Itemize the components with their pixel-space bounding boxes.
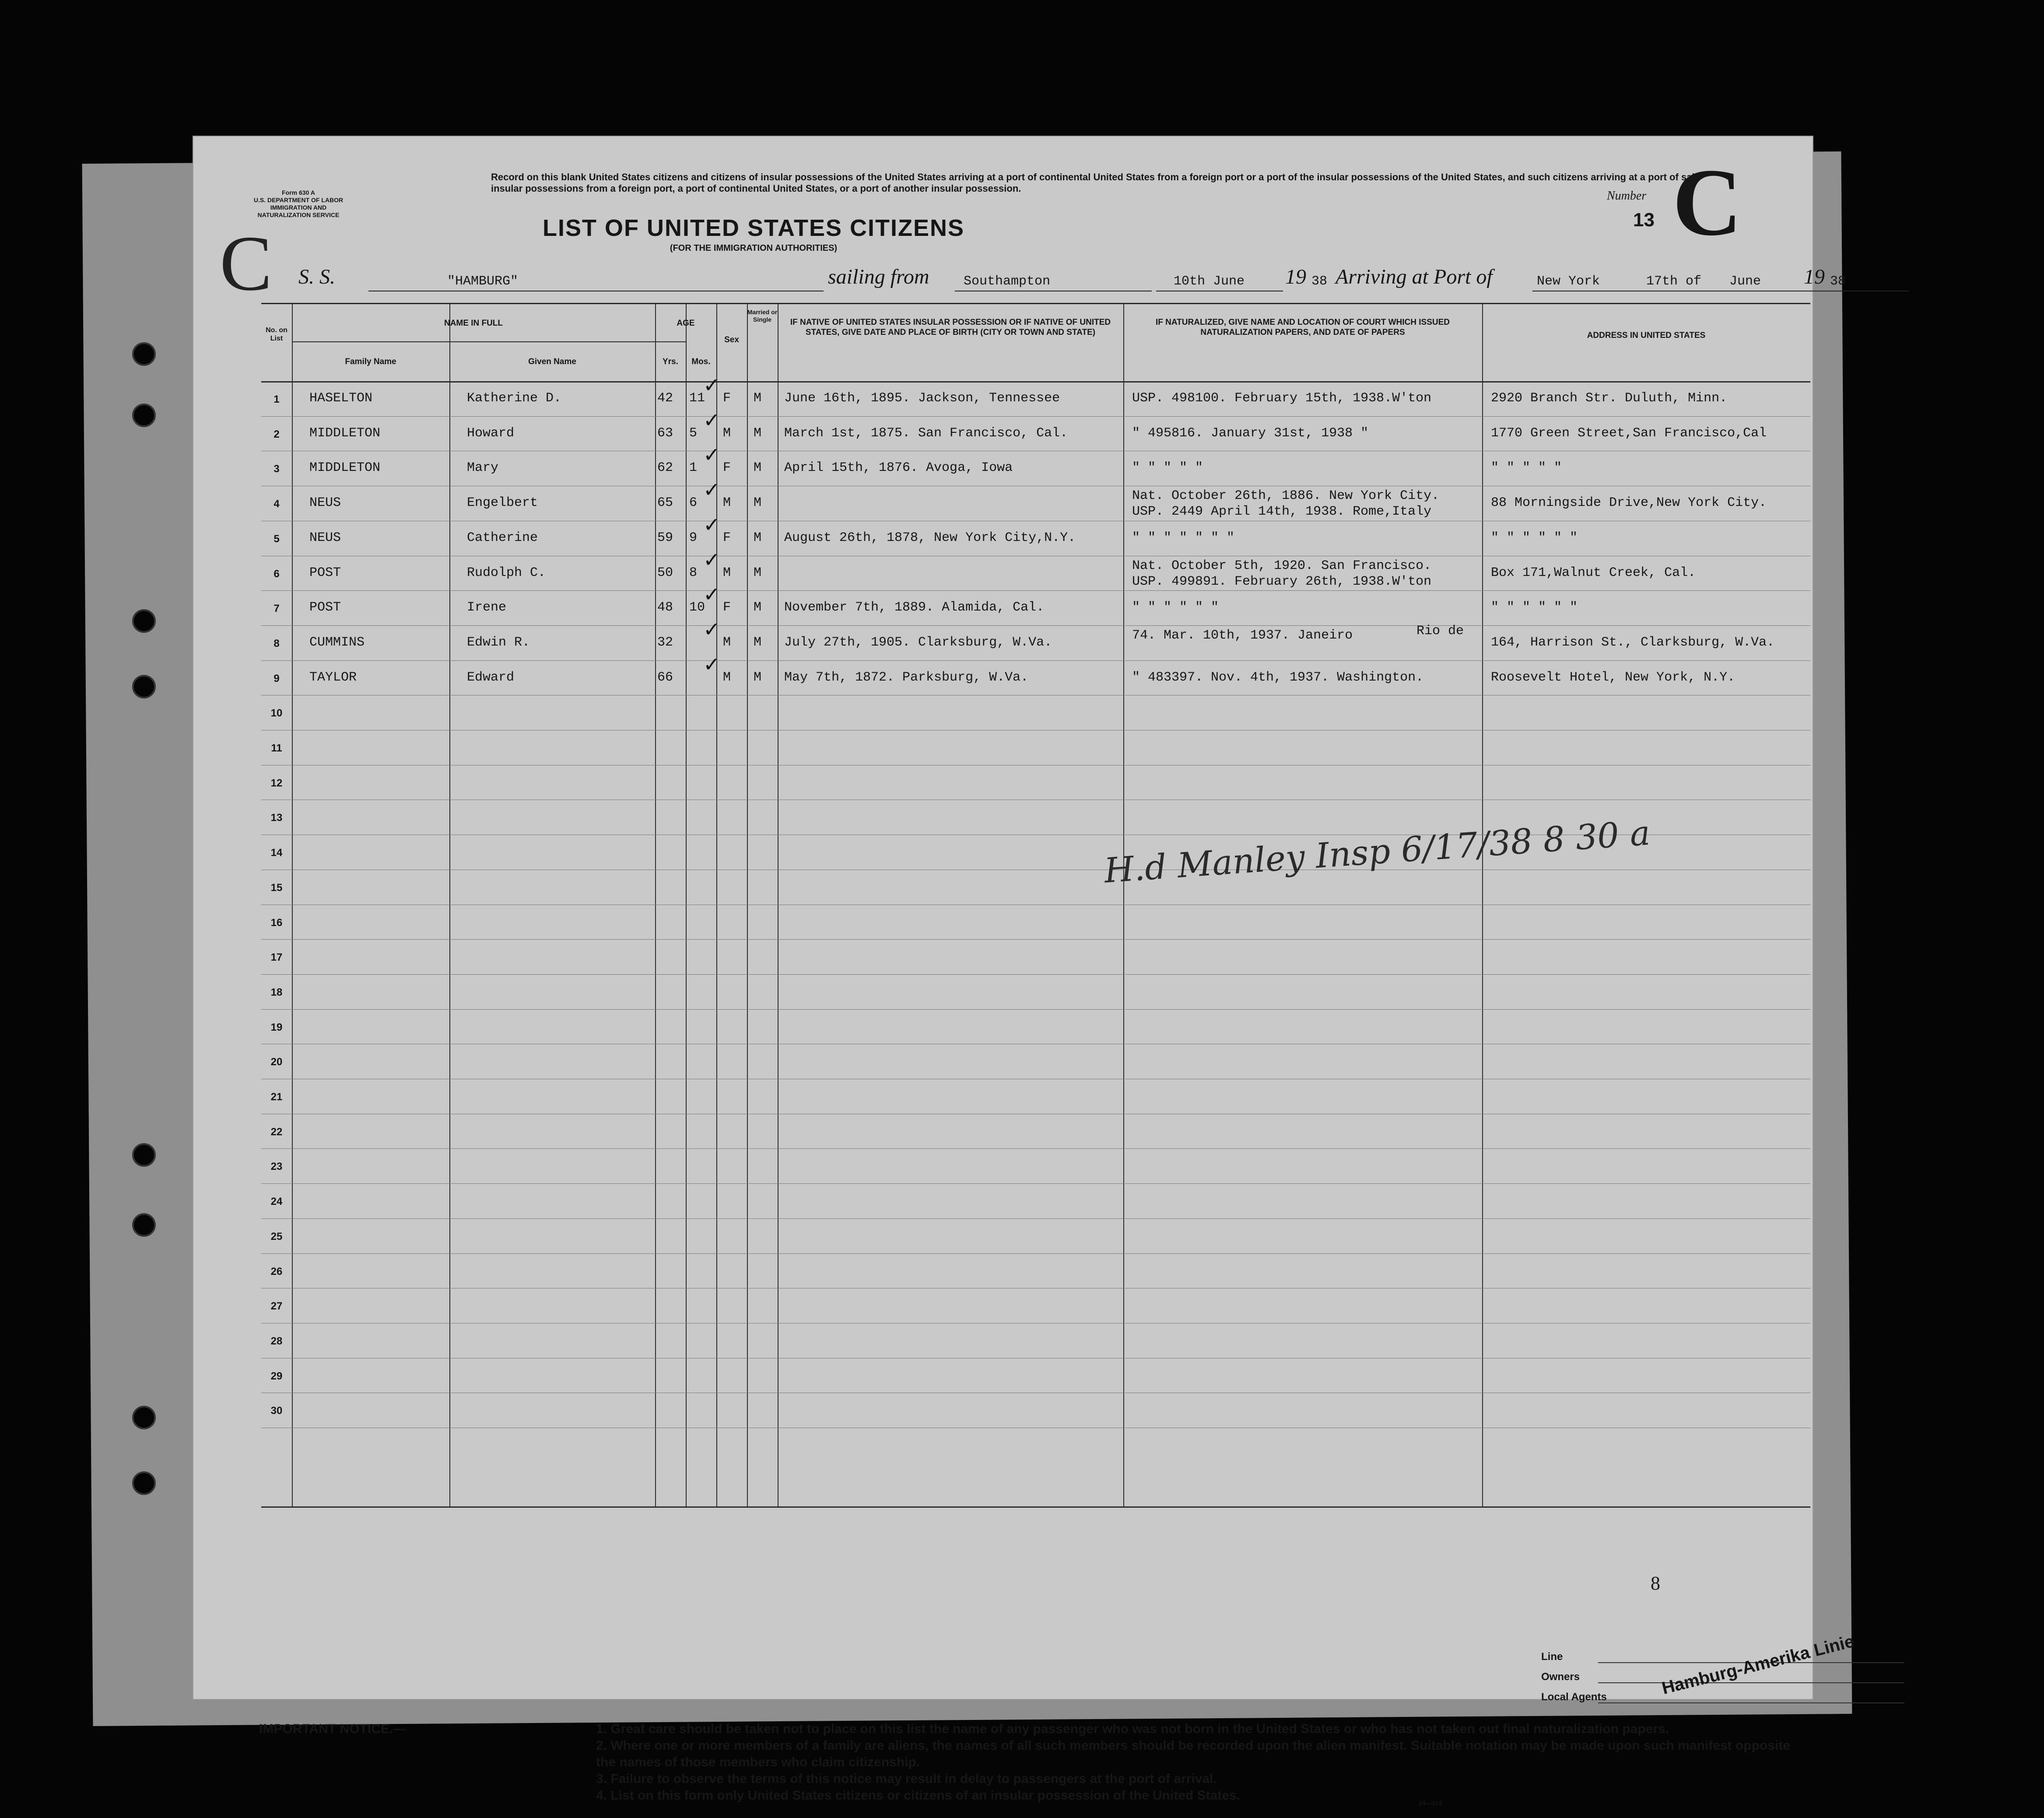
punch-hole	[132, 609, 156, 633]
department: U.S. DEPARTMENT OF LABOR	[253, 197, 344, 204]
married-status: M	[754, 495, 762, 511]
birth-info: July 27th, 1905. Clarksburg, W.Va.	[784, 635, 1052, 650]
address: " " " " " "	[1491, 530, 1578, 545]
row-number: 8	[273, 637, 280, 649]
age-months: 8	[689, 565, 698, 580]
notice-item: 3. Failure to observe the terms of this notice may result in delay to passengers at the port of arrival.	[596, 1772, 1217, 1786]
row-number: 5	[273, 533, 280, 545]
married-status: M	[754, 391, 762, 406]
year-prefix-2: 19	[1804, 265, 1825, 288]
naturalization-info: Nat. October 26th, 1886. New York City.	[1132, 488, 1440, 504]
row-number: 15	[270, 881, 283, 894]
row-rule	[261, 939, 1810, 940]
address: 164, Harrison St., Clarksburg, W.Va.	[1491, 635, 1775, 650]
naturalization-info-line-2: Rio de	[1416, 623, 1464, 639]
check-mark: ✓	[703, 443, 720, 467]
sex: M	[723, 565, 731, 580]
row-number: 24	[270, 1196, 283, 1208]
sex: F	[723, 460, 731, 476]
port-from: Southampton	[964, 274, 1051, 289]
naturalization-info-line-2: USP. 499891. February 26th, 1938.W'ton	[1132, 574, 1432, 589]
header-no: No. on List	[266, 326, 287, 342]
manifest-page	[193, 136, 1856, 1807]
married-status: M	[754, 670, 762, 685]
arriving-label: Arriving at Port of	[1336, 265, 1493, 288]
row-number: 29	[270, 1370, 283, 1382]
birth-info: August 26th, 1878, New York City,N.Y.	[784, 530, 1076, 545]
address: " " " " " "	[1491, 600, 1578, 615]
page-title: LIST OF UNITED STATES CITIZENS	[543, 215, 964, 241]
naturalization-info: " " " " "	[1132, 460, 1203, 476]
check-mark: ✓	[703, 408, 720, 432]
age-months: 1	[689, 460, 698, 476]
column-rule	[449, 304, 450, 1506]
married-status: M	[754, 530, 762, 545]
header-bottom-rule	[261, 381, 1810, 383]
number-value: 13	[1633, 209, 1655, 231]
birth-info: May 7th, 1872. Parksburg, W.Va.	[784, 670, 1029, 685]
header-name-in-full: NAME IN FULL	[444, 319, 503, 328]
birth-info: April 15th, 1876. Avoga, Iowa	[784, 460, 1013, 476]
punch-hole	[132, 1406, 156, 1429]
age-years: 63	[657, 425, 673, 441]
row-rule	[261, 1218, 1810, 1219]
family-name: CUMMINS	[309, 635, 365, 650]
age-years: 48	[657, 600, 673, 615]
address: " " " " "	[1491, 460, 1562, 476]
row-number: 23	[270, 1161, 283, 1173]
sex: F	[723, 391, 731, 406]
married-status: M	[754, 635, 762, 650]
row-number: 9	[273, 672, 280, 684]
address: 1770 Green Street,San Francisco,Cal	[1491, 425, 1767, 441]
header-rule	[292, 341, 686, 342]
header-family-name: Family Name	[345, 357, 396, 366]
notice-item: 4. List on this form only United States citizens or citizens of an insular possession of the United States.	[596, 1788, 1240, 1803]
row-number: 16	[270, 916, 283, 929]
check-mark: ✓	[703, 652, 720, 676]
notice-label: IMPORTANT NOTICE.—	[259, 1722, 407, 1736]
married-status: M	[754, 600, 762, 615]
arrive-date: 17th of	[1646, 274, 1702, 289]
naturalization-info: " " " " " " "	[1132, 530, 1235, 545]
address: 88 Morningside Drive,New York City.	[1491, 495, 1767, 511]
family-name: TAYLOR	[309, 670, 357, 685]
check-mark: ✓	[703, 373, 720, 397]
sex: M	[723, 635, 731, 650]
age-months: 10	[689, 600, 705, 615]
married-status: M	[754, 460, 762, 476]
row-number: 25	[270, 1230, 283, 1242]
family-name: POST	[309, 565, 341, 580]
row-number: 3	[273, 463, 280, 475]
header-married: Married or Single	[747, 309, 778, 323]
year-prefix-1: 19	[1285, 265, 1306, 288]
shipping-line-stamp: Hamburg-Amerika Linie	[1660, 1632, 1856, 1698]
column-rule	[686, 304, 687, 1506]
row-number: 12	[270, 777, 283, 789]
punch-hole	[132, 1213, 156, 1237]
row-number: 2	[273, 428, 280, 440]
age-months: 9	[689, 530, 698, 545]
address: Roosevelt Hotel, New York, N.Y.	[1491, 670, 1735, 685]
row-number: 4	[273, 498, 280, 510]
header-given-name: Given Name	[528, 357, 576, 366]
row-number: 1	[273, 393, 280, 405]
voyage-line	[298, 263, 1846, 294]
row-rule	[261, 625, 1810, 626]
line-owners-agents	[1541, 1651, 1607, 1711]
row-number: 18	[270, 986, 283, 998]
punch-hole	[132, 675, 156, 698]
row-number: 22	[270, 1126, 283, 1138]
row-number: 7	[273, 603, 280, 615]
check-mark: ✓	[703, 512, 720, 537]
given-name: Edwin R.	[467, 635, 530, 650]
check-mark: ✓	[703, 548, 720, 572]
row-number: 28	[270, 1335, 283, 1347]
line-label: Line	[1541, 1651, 1563, 1663]
row-number: 21	[270, 1091, 283, 1103]
family-name: POST	[309, 600, 341, 615]
page-subtitle: (FOR THE IMMIGRATION AUTHORITIES)	[670, 243, 838, 253]
row-rule	[261, 590, 1810, 591]
family-name: MIDDLETON	[309, 460, 381, 476]
given-name: Katherine D.	[467, 391, 562, 406]
sex: M	[723, 495, 731, 511]
record-instructions: Record on this blank United States citizens and citizens of insular possessions of the United States arriving at a port of continental United States from a foreign port or a port of the insular possessions of the United States, and such citizens arriving at a port of said insular possessions from a foreign port, a port of continental United States, or a port of another insular possession.	[491, 172, 1700, 194]
family-name: MIDDLETON	[309, 425, 381, 441]
header-naturalized: IF NATURALIZED, GIVE NAME AND LOCATION OF COURT WHICH ISSUED NATURALIZATION PAPERS, AND DATE OF PAPERS	[1155, 318, 1450, 337]
row-number: 20	[270, 1056, 283, 1068]
passenger-table	[261, 303, 1810, 1508]
ss-label: S. S.	[298, 265, 335, 288]
row-number: 30	[270, 1405, 283, 1417]
row-rule	[261, 974, 1810, 975]
naturalization-info: USP. 498100. February 15th, 1938.W'ton	[1132, 391, 1432, 406]
check-mark: ✓	[703, 478, 720, 502]
row-number: 17	[270, 951, 283, 964]
address: 2920 Branch Str. Duluth, Minn.	[1491, 391, 1728, 406]
row-number: 26	[270, 1265, 283, 1278]
bureau-line-1: IMMIGRATION AND	[270, 204, 327, 211]
header-sex: Sex	[724, 335, 739, 344]
agents-label: Local Agents	[1541, 1691, 1607, 1703]
column-rule	[655, 304, 656, 1506]
sex: F	[723, 530, 731, 545]
punch-hole	[132, 404, 156, 427]
naturalization-info-line-2: USP. 2449 April 14th, 1938. Rome,Italy	[1132, 504, 1432, 519]
row-number: 11	[271, 742, 282, 754]
column-rule	[747, 304, 748, 1506]
naturalization-info: " " " " " "	[1132, 600, 1219, 615]
notice-item: 1. Great care should be taken not to place on this list the name of any passenger who was not born in the United States or who has not taken out final naturalization papers.	[596, 1722, 1669, 1736]
row-rule	[261, 1009, 1810, 1010]
family-name: HASELTON	[309, 391, 373, 406]
sex: M	[723, 425, 731, 441]
column-rule	[1482, 304, 1483, 1506]
married-status: M	[754, 425, 762, 441]
address: Box 171,Walnut Creek, Cal.	[1491, 565, 1696, 580]
naturalization-info: 74. Mar. 10th, 1937. Janeiro	[1132, 628, 1353, 643]
corner-letter: C	[1672, 149, 1742, 256]
given-name: Engelbert	[467, 495, 538, 511]
row-number: 13	[270, 812, 283, 824]
form-number: Form 630 A	[282, 189, 315, 196]
family-name: NEUS	[309, 495, 341, 511]
age-years: 32	[657, 635, 673, 650]
given-name: Edward	[467, 670, 515, 685]
punch-hole	[132, 1143, 156, 1167]
given-name: Howard	[467, 425, 515, 441]
row-number: 19	[270, 1021, 283, 1033]
row-rule	[261, 416, 1810, 417]
given-name: Catherine	[467, 530, 538, 545]
column-rule	[1123, 304, 1124, 1506]
row-rule	[261, 1148, 1810, 1149]
row-rule	[261, 660, 1810, 661]
header-native: IF NATIVE OF UNITED STATES INSULAR POSSESSION OR IF NATIVE OF UNITED STATES, GIVE DATE AND PLACE OF BIRTH (CITY OR TOWN AND STATE)	[790, 318, 1111, 337]
sailing-label: sailing from	[828, 265, 929, 288]
arrive-month: June	[1729, 274, 1761, 289]
age-years: 42	[657, 391, 673, 406]
age-years: 62	[657, 460, 673, 476]
check-mark: ✓	[703, 617, 720, 641]
header-yrs: Yrs.	[663, 357, 678, 366]
sail-date: 10th June	[1174, 274, 1245, 289]
row-rule	[261, 1183, 1810, 1184]
age-years: 65	[657, 495, 673, 511]
notice-item: 2. Where one or more members of a family are aliens, the names of all such members should be recorded upon the alien manifest. Suitable notation may be made upon such manifest opposite the names of those members who claim citizenship.	[596, 1738, 1790, 1769]
row-number: 6	[273, 568, 280, 580]
age-years: 59	[657, 530, 673, 545]
married-status: M	[754, 565, 762, 580]
inspector-signature: H.d Manley Insp 6/17/38 8 30 a	[1103, 813, 1651, 891]
given-name: Rudolph C.	[467, 565, 546, 580]
row-number: 14	[270, 847, 283, 859]
given-name: Mary	[467, 460, 499, 476]
row-number: 10	[270, 707, 283, 719]
left-letter: C	[220, 220, 273, 307]
family-name: NEUS	[309, 530, 341, 545]
owners-label: Owners	[1541, 1671, 1580, 1683]
header-address: ADDRESS IN UNITED STATES	[1587, 331, 1706, 340]
year-2: 38	[1830, 274, 1846, 289]
sheet-mark: 8	[1651, 1572, 1660, 1594]
form-code: 14—314	[1419, 1800, 1442, 1807]
bureau-line-2: NATURALIZATION SERVICE	[257, 211, 340, 218]
punch-hole	[132, 342, 156, 366]
age-years: 50	[657, 565, 673, 580]
age-months: 11	[689, 391, 705, 406]
birth-info: June 16th, 1895. Jackson, Tennessee	[784, 391, 1060, 406]
year-1: 38	[1311, 274, 1328, 289]
header-mos: Mos.	[691, 357, 711, 366]
given-name: Irene	[467, 600, 507, 615]
naturalization-info: " 495816. January 31st, 1938 "	[1132, 425, 1369, 441]
birth-info: November 7th, 1889. Alamida, Cal.	[784, 600, 1045, 615]
row-number: 27	[270, 1300, 283, 1313]
check-mark: ✓	[703, 583, 720, 607]
row-rule	[261, 1253, 1810, 1254]
age-months: 6	[689, 495, 698, 511]
sex: F	[723, 600, 731, 615]
sex: M	[723, 670, 731, 685]
ship-name: "HAMBURG"	[447, 274, 519, 289]
naturalization-info: " 483397. Nov. 4th, 1937. Washington.	[1132, 670, 1424, 685]
age-years: 66	[657, 670, 673, 685]
age-months: 5	[689, 425, 698, 441]
birth-info: March 1st, 1875. San Francisco, Cal.	[784, 425, 1068, 441]
port-to: New York	[1537, 274, 1600, 289]
naturalization-info: Nat. October 5th, 1920. San Francisco.	[1132, 558, 1432, 573]
punch-hole	[132, 1471, 156, 1495]
column-rule	[292, 304, 293, 1506]
number-label: Number	[1607, 189, 1647, 203]
header-age: AGE	[677, 319, 695, 328]
